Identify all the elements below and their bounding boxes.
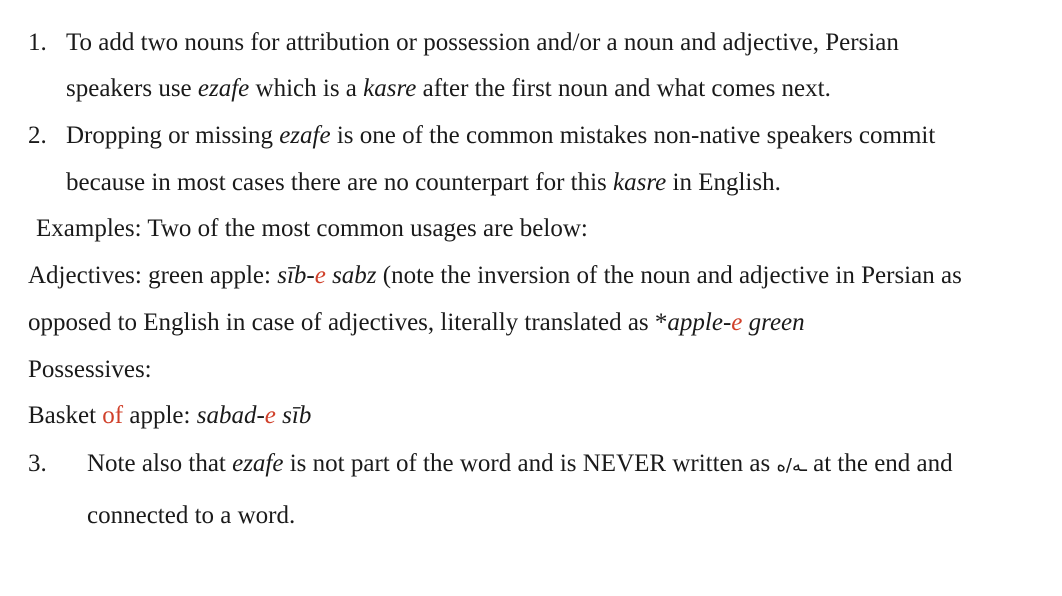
item-1-line-2 <box>66 74 831 104</box>
basket-example <box>28 401 311 431</box>
term-kasre: kasre <box>613 169 667 196</box>
term-kasre: kasre <box>363 75 417 102</box>
of-highlight: of <box>102 402 124 429</box>
text-segment: Note also that <box>87 450 233 477</box>
literal-word: green <box>742 309 805 336</box>
list-number-3: 3. <box>28 450 47 477</box>
item-1-line-1 <box>66 28 899 58</box>
text-segment: opposed to English in case of adjectives, literally translated as * <box>28 309 668 336</box>
persian-word: sabad- <box>196 402 265 429</box>
text-segment: (note the inversion of the noun and adjective in Persian as <box>376 262 962 289</box>
text-segment: after the first noun and what comes next. <box>416 75 831 102</box>
text-segment: in English. <box>666 169 781 196</box>
literal-word: apple- <box>667 309 732 336</box>
ezafe-marker: e <box>731 309 743 336</box>
text-segment: Basket <box>28 402 103 429</box>
text-segment: is one of the common mistakes non-native speakers commit <box>330 122 936 149</box>
text-segment: speakers use <box>66 75 198 102</box>
item-3-line-1 <box>87 449 953 481</box>
term-ezafe: ezafe <box>232 450 284 477</box>
text-segment: at the end and <box>806 450 953 477</box>
possessives-label: Possessives: <box>28 356 152 383</box>
ezafe-marker: e <box>314 262 326 289</box>
text-segment: apple: <box>123 402 197 429</box>
item-1-text: To add two nouns for attribution or possession and/or a noun and adjective, Persian <box>66 29 899 56</box>
adjectives-line-2 <box>28 308 805 338</box>
term-ezafe: ezafe <box>279 122 331 149</box>
examples-heading: Examples: Two of the most common usages are below: <box>36 215 588 242</box>
adjectives-label: Adjectives: green apple: <box>28 262 278 289</box>
list-number-1: 1. <box>28 29 47 56</box>
text-segment: because in most cases there are no counterpart for this <box>66 169 614 196</box>
item-2-line-1 <box>66 121 935 151</box>
ezafe-marker: e <box>264 402 276 429</box>
persian-word: sīb- <box>277 262 315 289</box>
persian-word: sabz <box>325 262 377 289</box>
item-3-line-2: connected to a word. <box>87 502 296 529</box>
text-segment: is not part of the word and is NEVER written as <box>283 450 777 477</box>
adjectives-line-1 <box>28 261 962 291</box>
persian-word: sīb <box>275 402 312 429</box>
text-segment: which is a <box>249 75 364 102</box>
persian-characters: ـه/ه <box>776 455 807 476</box>
term-ezafe: ezafe <box>197 75 250 102</box>
text-segment: Dropping or missing <box>66 122 280 149</box>
list-number-2: 2. <box>28 122 47 149</box>
item-2-line-2 <box>66 168 781 198</box>
